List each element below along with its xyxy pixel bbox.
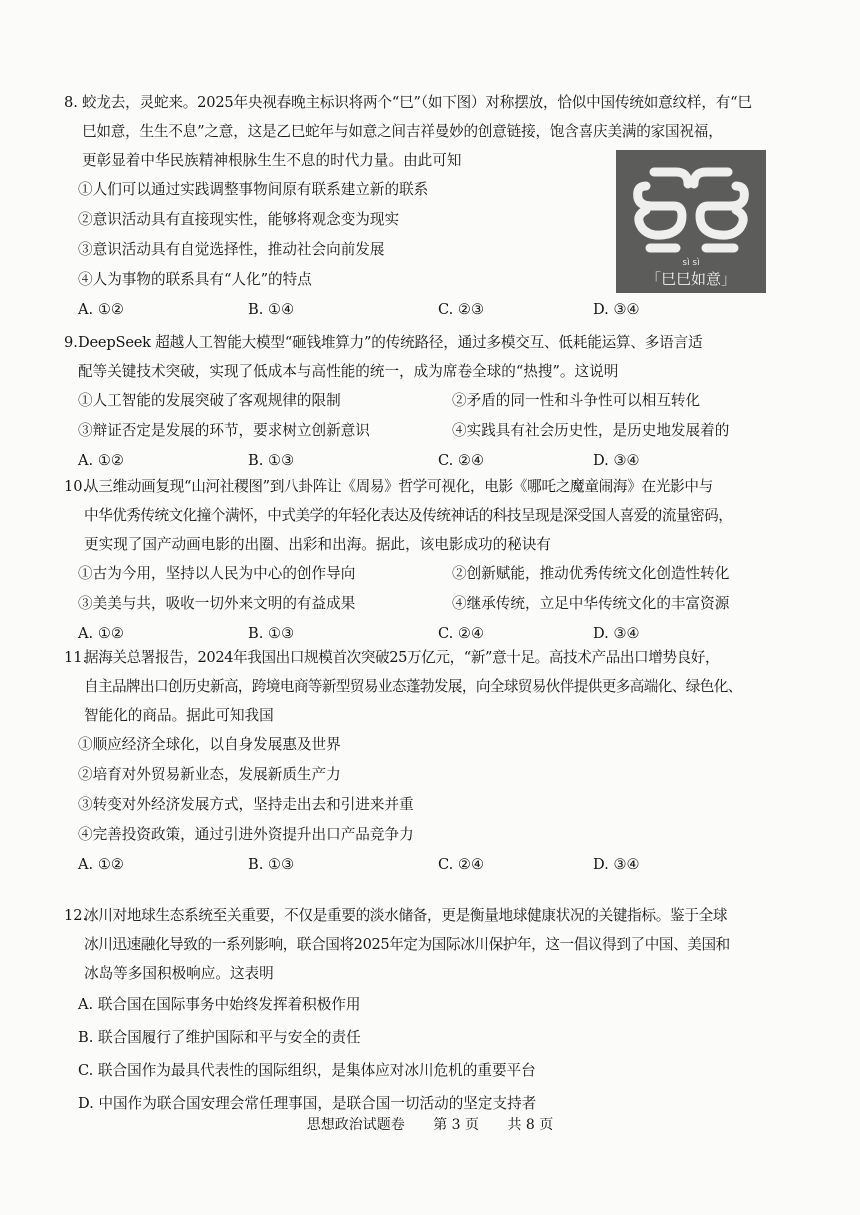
- stem-line: 冰川对地球生态系统至关重要，不仅是重要的淡水储备，更是衡量地球健康状况的关键指标。鉴于全球: [84, 907, 728, 924]
- footer-total-pages: 共 8 页: [507, 1117, 554, 1133]
- stem-line: 冰川迅速融化导致的一系列影响，联合国将2025年定为国际冰川保护年，这一倡议得到了中国、美国和: [84, 936, 730, 953]
- answer-d[interactable]: D. ③④: [593, 452, 640, 469]
- question-12: [64, 901, 799, 1120]
- statement-4: ④实践具有社会历史性，是历史地发展着的: [452, 422, 730, 439]
- logo-caption: 「巳巳如意」: [645, 270, 737, 288]
- question-9: [64, 328, 799, 476]
- answer-b[interactable]: B. ①③: [248, 856, 295, 873]
- logo-pinyin: sì sì: [682, 258, 700, 268]
- question-number: 10.: [64, 478, 88, 495]
- answer-d[interactable]: D. ③④: [593, 301, 640, 318]
- statement-4: ④人为事物的联系具有“人化”的特点: [78, 271, 312, 288]
- question-number: 11.: [64, 649, 88, 666]
- answer-a[interactable]: A. ①②: [78, 452, 124, 469]
- answer-c[interactable]: C. ②④: [438, 625, 485, 642]
- stem-line: 冰岛等多国积极响应。这表明: [84, 965, 274, 982]
- statement-3: ③转变对外经济发展方式，坚持走出去和引进来并重: [78, 796, 414, 813]
- answer-a[interactable]: A. ①②: [78, 301, 124, 318]
- answer-choices: [64, 295, 799, 325]
- statement-2: ②意识活动具有直接现实性，能够将观念变为现实: [78, 211, 400, 228]
- stem-line: 更彰显着中华民族精神根脉生生不息的时代力量。由此可知: [82, 152, 462, 169]
- statement-1: ①人们可以通过实践调整事物间原有联系建立新的联系: [78, 181, 429, 198]
- question-11: [64, 643, 799, 880]
- question-number: 12.: [64, 907, 88, 924]
- answer-b[interactable]: B. ①③: [248, 452, 295, 469]
- answer-c[interactable]: C. ②③: [438, 301, 485, 318]
- statement-3: ③意识活动具有自觉选择性，推动社会向前发展: [78, 241, 385, 258]
- statement-2: ②培育对外贸易新业态，发展新质生产力: [78, 766, 341, 783]
- footer-subject: 思想政治试题卷: [306, 1117, 405, 1133]
- statement-row: [64, 589, 799, 619]
- stem-line: 据海关总署报告，2024年我国出口规模首次突破25万亿元，“新”意十足。高技术产品出口增势良好，: [84, 649, 720, 666]
- stem-line: 智能化的商品。据此可知我国: [84, 707, 274, 724]
- question-number: 9.: [64, 334, 78, 351]
- question-stem: [84, 901, 799, 988]
- question-10: [64, 472, 799, 649]
- answer-a[interactable]: A. ①②: [78, 856, 124, 873]
- statement-3: ③美美与共，吸收一切外来文明的有益成果: [78, 595, 356, 612]
- statement-row: [64, 559, 799, 589]
- stem-line: DeepSeek 超越人工智能大模型“砸钱堆算力”的传统路径，通过多模交互、低耗能运算、多语言适: [78, 334, 703, 351]
- statement-4: ④继承传统，立足中华传统文化的丰富资源: [452, 595, 730, 612]
- statement-row: [64, 386, 799, 416]
- answer-b[interactable]: B. ①③: [248, 625, 295, 642]
- stem-line: 自主品牌出口创历史新高，跨境电商等新型贸易业态蓬勃发展，向全球贸易伙伴提供更多高端化、绿色化、: [84, 678, 742, 695]
- stem-line: 配等关键技术突破，实现了低成本与高性能的统一，成为席卷全球的“热搜”。这说明: [78, 363, 619, 380]
- option-b[interactable]: B. 联合国履行了维护国际和平与安全的责任: [78, 1029, 361, 1046]
- spring-festival-gala-logo-image: [616, 150, 766, 293]
- answer-a[interactable]: A. ①②: [78, 625, 124, 642]
- answer-d[interactable]: D. ③④: [593, 625, 640, 642]
- option-d[interactable]: D. 中国作为联合国安理会常任理事国，是联合国一切活动的坚定支持者: [78, 1095, 537, 1112]
- stem-line: 蛟龙去，灵蛇来。2025年央视春晚主标识将两个“巳”（如下图）对称摆放，恰似中国传统如意纹样，有“巳: [82, 94, 752, 111]
- question-stem: [78, 328, 799, 386]
- statement-1: ①顺应经济全球化，以自身发展惠及世界: [78, 736, 341, 753]
- question-stem: [84, 472, 799, 559]
- answer-b[interactable]: B. ①④: [248, 301, 295, 318]
- answer-choices: [64, 850, 799, 880]
- answer-c[interactable]: C. ②④: [438, 452, 485, 469]
- question-stem: [84, 643, 799, 730]
- option-c[interactable]: C. 联合国作为最具代表性的国际组织，是集体应对冰川危机的重要平台: [78, 1062, 536, 1079]
- footer-page-number: 第 3 页: [433, 1117, 479, 1133]
- statement-row: [64, 416, 799, 446]
- statement-3: ③辩证否定是发展的环节，要求树立创新意识: [78, 422, 370, 439]
- stem-line: 中华优秀传统文化撞个满怀，中式美学的年轻化表达及传统神话的科技呈现是深受国人喜爱的流量密码，: [84, 507, 733, 524]
- answer-c[interactable]: C. ②④: [438, 856, 485, 873]
- statement-1: ①古为今用，坚持以人民为中心的创作导向: [78, 565, 356, 582]
- stem-line: 更实现了国产动画电影的出圈、出彩和出海。据此，该电影成功的秘诀有: [84, 536, 552, 553]
- question-number: 8.: [64, 94, 78, 111]
- statement-4: ④完善投资政策，通过引进外资提升出口产品竞争力: [78, 826, 414, 843]
- statement-1: ①人工智能的发展突破了客观规律的限制: [78, 392, 341, 409]
- page-footer: [0, 1115, 860, 1135]
- option-a[interactable]: A. 联合国在国际事务中始终发挥着积极作用: [78, 996, 361, 1013]
- stem-line: 从三维动画复现“山河社稷图”到八卦阵让《周易》哲学可视化，电影《哪吒之魔童闹海》在光影中与: [84, 478, 713, 495]
- statement-2: ②矛盾的同一性和斗争性可以相互转化: [452, 392, 701, 409]
- answer-d[interactable]: D. ③④: [593, 856, 640, 873]
- stem-line: 巳如意，生生不息”之意，这是乙巳蛇年与如意之间吉祥曼妙的创意链接，饱含喜庆美满的家国祝福，: [82, 123, 723, 140]
- statement-2: ②创新赋能，推动优秀传统文化创造性转化: [452, 565, 730, 582]
- double-si-logo-icon: [616, 150, 766, 293]
